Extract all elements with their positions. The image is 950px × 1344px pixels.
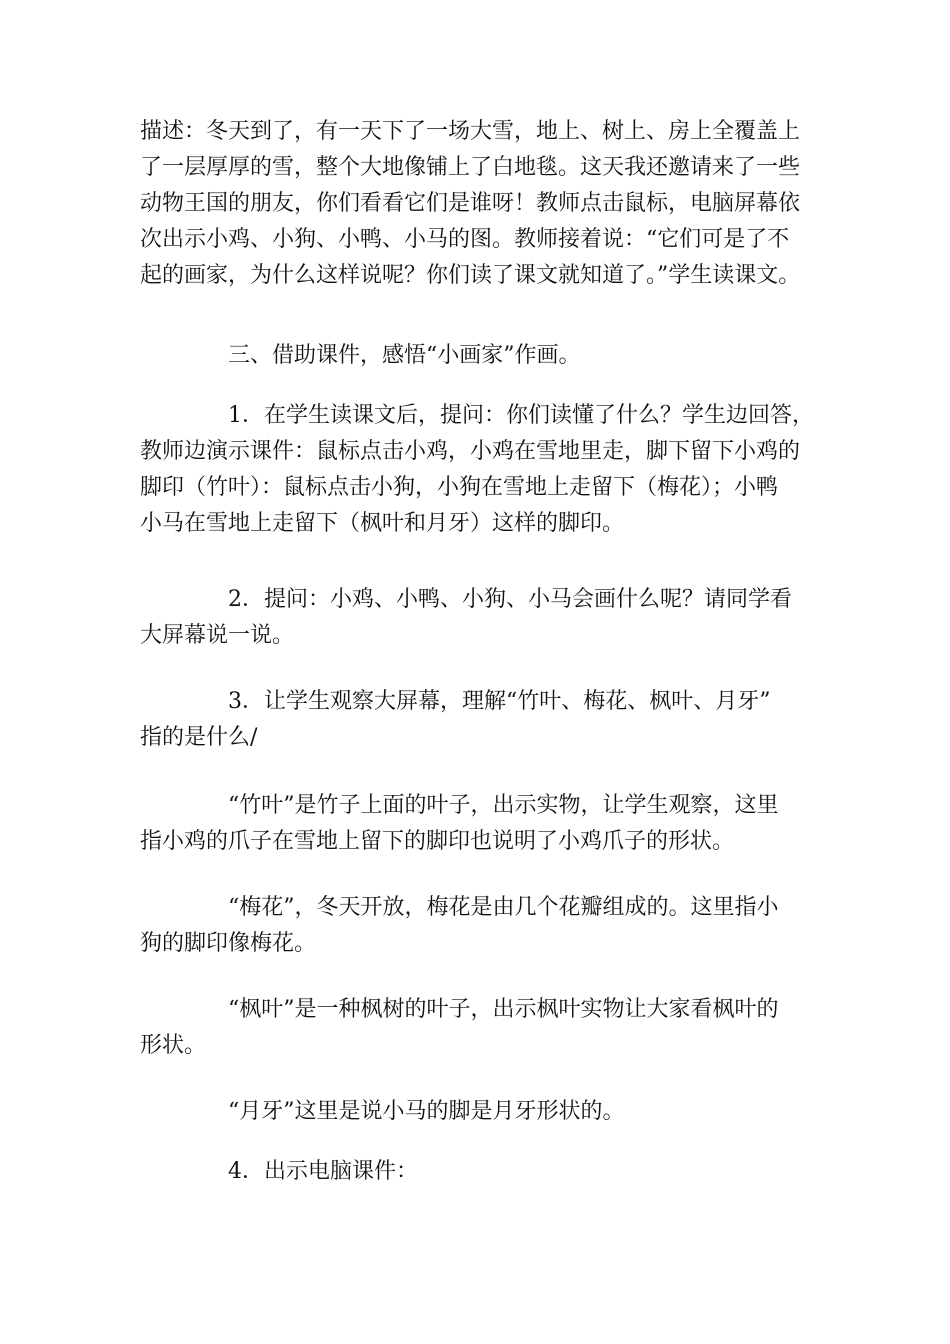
paragraph-crescent [140,1094,830,1130]
text-line: 了一层厚厚的雪，整个大地像铺上了白地毯。这天我还邀请来了一些 [140,155,801,180]
text-line: 狗的脚印像梅花。 [140,931,317,956]
paragraph-step-1 [140,398,830,542]
text-line: 脚印（竹叶）：鼠标点击小狗，小狗在雪地上走留下（梅花）；小鸭 [140,475,779,500]
text-line: 起的画家，为什么这样说呢？你们读了课文就知道了。”学生读课文。 [140,263,801,288]
text-line: “枫叶”是一种枫树的叶子，出示枫叶实物让大家看枫叶的 [228,997,779,1022]
text-line: 3．让学生观察大屏幕，理解“竹叶、梅花、枫叶、月牙” [228,689,771,714]
paragraph-step-2 [140,582,830,654]
text-line: 描述：冬天到了，有一天下了一场大雪，地上、树上、房上全覆盖上 [140,119,801,144]
text-line: “月牙”这里是说小马的脚是月牙形状的。 [228,1099,625,1124]
text-line: 教师边演示课件：鼠标点击小鸡，小鸡在雪地里走，脚下留下小鸡的 [140,439,801,464]
text-line: “竹叶”是竹子上面的叶子，出示实物，让学生观察，这里 [228,793,779,818]
paragraph-plum-blossom [140,890,830,962]
text-line: 形状。 [140,1033,207,1058]
text-line: 大屏幕说一说。 [140,623,295,648]
paragraph-maple-leaf [140,992,830,1064]
paragraph-step-3 [140,684,830,756]
text-line: 小马在雪地上走留下（枫叶和月牙）这样的脚印。 [140,511,625,536]
text-line: 三、借助课件，感悟“小画家”作画。 [228,343,581,368]
text-line: 次出示小鸡、小狗、小鸭、小马的图。教师接着说：“它们可是了不 [140,227,790,252]
text-line: 4．出示电脑课件： [228,1159,418,1184]
paragraph-bamboo-leaf [140,788,830,860]
text-line: 指小鸡的爪子在雪地上留下的脚印也说明了小鸡爪子的形状。 [140,829,735,854]
text-line: 动物王国的朋友，你们看看它们是谁呀！教师点击鼠标，电脑屏幕依 [140,191,801,216]
text-line: 指的是什么/ [140,725,258,750]
text-line: “梅花”，冬天开放，梅花是由几个花瓣组成的。这里指小 [228,895,779,920]
text-line: 2．提问：小鸡、小鸭、小狗、小马会画什么呢？请同学看 [228,587,792,612]
paragraph-description [140,114,830,294]
text-line: 1．在学生读课文后，提问：你们读懂了什么？学生边回答， [228,403,814,428]
paragraph-step-4 [140,1154,830,1190]
section-heading [140,338,830,374]
